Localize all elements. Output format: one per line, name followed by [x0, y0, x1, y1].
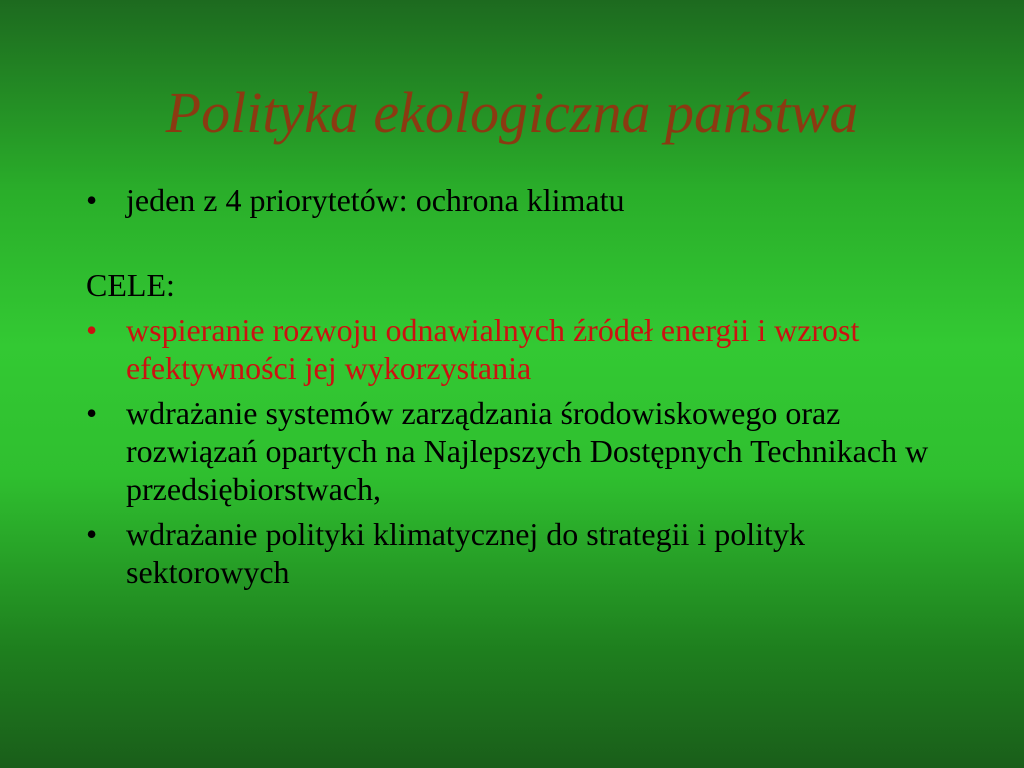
goal-text: wspieranie rozwoju odnawialnych źródeł energii i wzrost efektywności jej wykorzystania [126, 312, 860, 386]
slide-content [86, 181, 966, 591]
intro-bullet-text: jeden z 4 priorytetów: ochrona klimatu [126, 182, 625, 218]
goal-text: wdrażanie polityki klimatycznej do strategii i polityk sektorowych [126, 516, 805, 590]
bullet-icon: • [86, 312, 98, 348]
intro-bullet-item [86, 181, 966, 219]
bullet-icon: • [86, 395, 98, 431]
bullet-icon: • [86, 516, 98, 552]
goal-item [86, 311, 966, 387]
slide-title: Polityka ekologiczna państwa [165, 80, 859, 145]
goal-text: wdrażanie systemów zarządzania środowiskowego oraz rozwiązań opartych na Najlepszych Dostępnych Technikach w przedsiębiorstwach, [126, 395, 929, 507]
bullet-icon: • [86, 182, 98, 218]
section-heading: CELE: [86, 267, 175, 303]
goal-item [86, 515, 966, 591]
goal-item [86, 394, 966, 508]
